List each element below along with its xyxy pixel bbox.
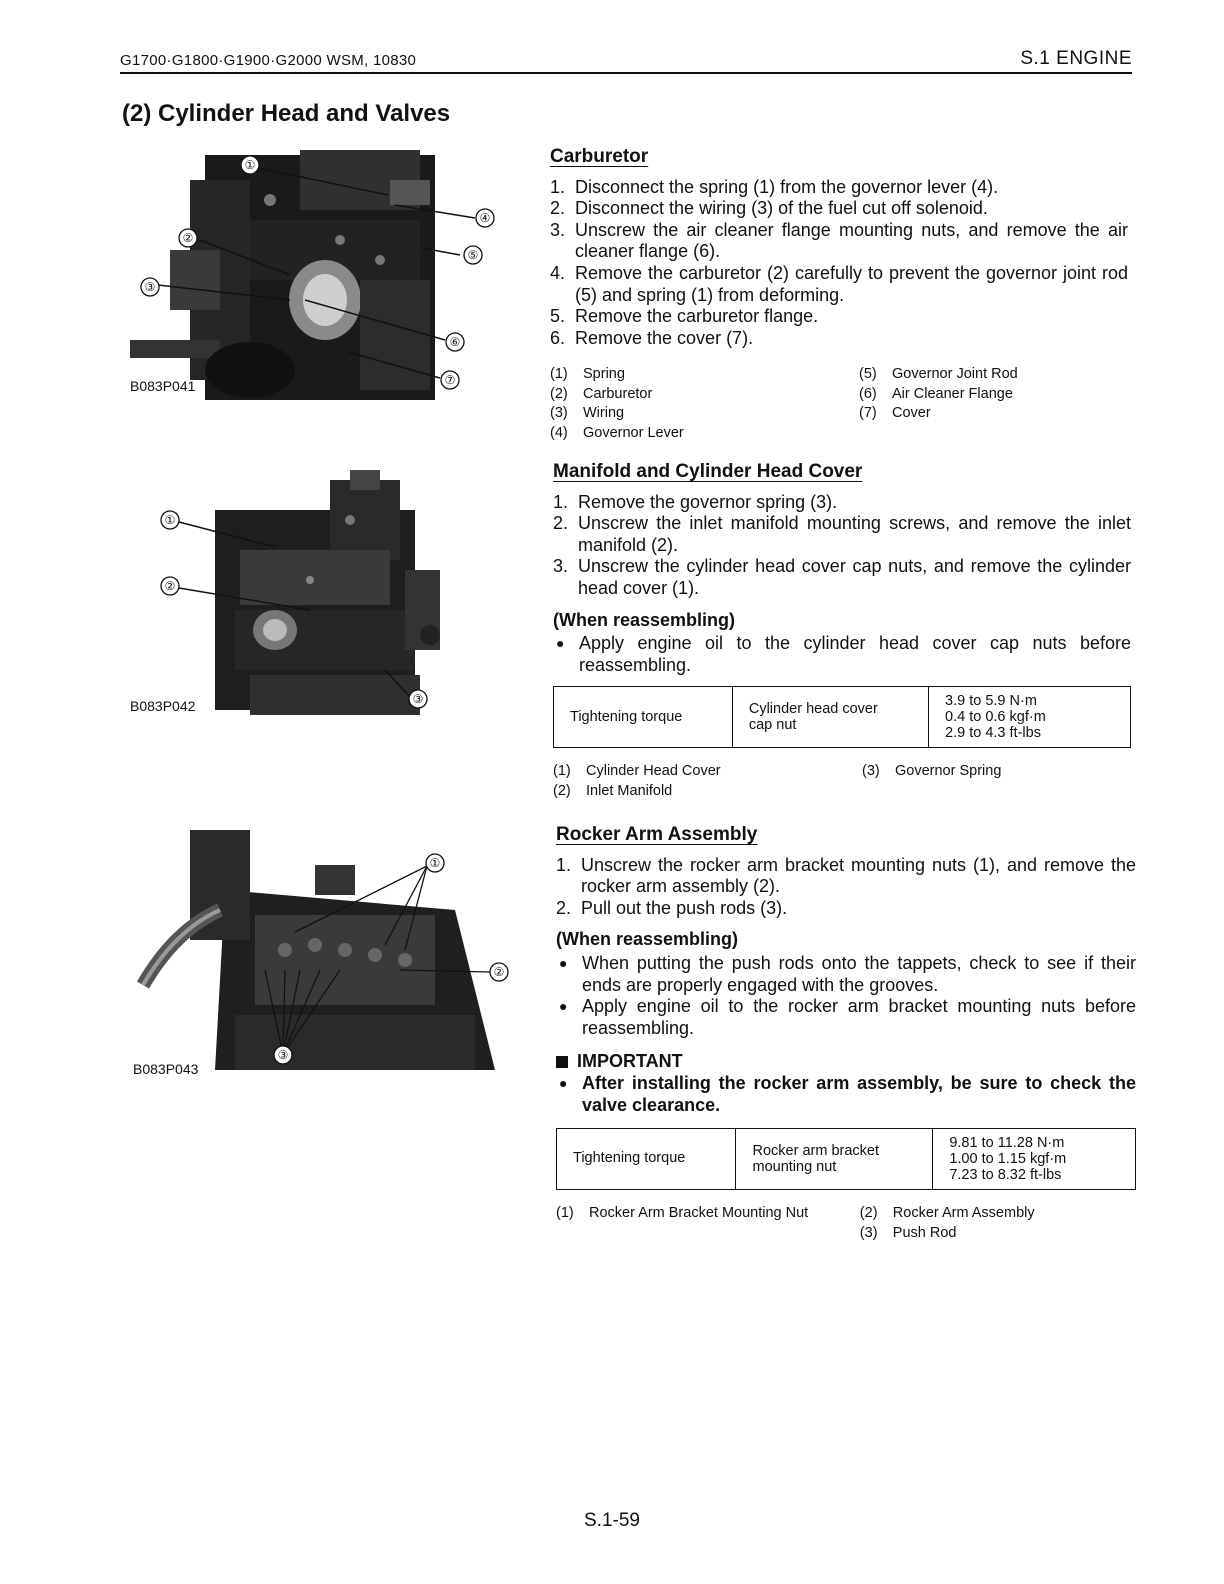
callout-1: ① <box>429 856 441 870</box>
parts-legend <box>550 365 1128 443</box>
legend-item: (3) Wiring <box>550 405 625 422</box>
step-item: 3. Unscrew the air cleaner flange mounting nuts, and remove the air cleaner flange (6). <box>550 219 1128 262</box>
legend-item: (5) Governor Joint Rod <box>859 366 1018 383</box>
torque-label: Tightening torque <box>557 1129 736 1190</box>
step-item: 6. Remove the cover (7). <box>550 327 754 348</box>
bullet-list <box>556 953 1136 1039</box>
reassembling-heading: (When reassembling) <box>556 929 739 950</box>
legend-item: (3) Governor Spring <box>862 763 1002 780</box>
callout-1: ① <box>244 158 256 172</box>
page-number: S.1-59 <box>584 1510 640 1531</box>
bullet-list <box>553 633 1131 676</box>
important-list <box>556 1073 1136 1116</box>
callout-2: ② <box>164 579 176 593</box>
step-item: 3. Unscrew the cylinder head cover cap nuts, and remove the cylinder head cover (1). <box>553 556 1131 598</box>
manual-code: G1700·G1800·G1900·G2000 WSM, 10830 <box>120 52 417 69</box>
figure-id: B083P043 <box>133 1061 199 1077</box>
step-item: 2. Pull out the push rods (3). <box>556 897 788 918</box>
torque-item: Rocker arm bracket mounting nut <box>736 1129 933 1190</box>
page-title: (2) Cylinder Head and Valves <box>122 100 451 127</box>
step-item: 5. Remove the carburetor flange. <box>550 306 819 327</box>
step-list <box>556 855 1136 920</box>
reassembling-heading: (When reassembling) <box>553 609 736 630</box>
parts-legend <box>556 1204 1136 1243</box>
engine-photo-manifold <box>150 460 450 725</box>
figure-id: B083P041 <box>130 378 196 394</box>
callout-5: ⑤ <box>467 248 479 262</box>
step-item: 1. Unscrew the rocker arm bracket mounting nuts (1), and remove the rocker arm assembly (2). <box>556 854 1136 897</box>
parts-legend <box>553 762 1131 801</box>
callout-1: ① <box>164 513 176 527</box>
torque-item: Cylinder head cover cap nut <box>732 687 928 748</box>
section-title: Rocker Arm Assembly <box>556 824 758 845</box>
legend-item: (1) Rocker Arm Bracket Mounting Nut <box>556 1205 809 1222</box>
page-header <box>120 46 1132 74</box>
callout-7: ⑦ <box>444 373 456 387</box>
torque-table <box>553 686 1131 748</box>
bullet-item: ● Apply engine oil to the cylinder head cover cap nuts before reassembling. <box>556 633 1131 675</box>
section-title: Manifold and Cylinder Head Cover <box>553 461 863 482</box>
step-item: 2. Unscrew the inlet manifold mounting screws, and remove the inlet manifold (2). <box>553 513 1131 555</box>
step-item: 4. Remove the carburetor (2) carefully to prevent the governor joint rod (5) and spring (1) from deforming. <box>550 262 1128 305</box>
legend-item: (1) Cylinder Head Cover <box>553 763 721 780</box>
figure-id: B083P042 <box>130 698 196 714</box>
engine-photo-rocker-arm <box>135 820 525 1080</box>
carburetor-section <box>550 146 1128 443</box>
step-item: 1. Remove the governor spring (3). <box>553 491 838 512</box>
step-item: 1. Disconnect the spring (1) from the governor lever (4). <box>550 176 999 197</box>
legend-item: (2) Carburetor <box>550 385 653 402</box>
legend-item: (1) Spring <box>550 366 625 383</box>
important-heading: IMPORTANT <box>556 1051 1136 1073</box>
step-list <box>550 177 1128 350</box>
legend-item: (4) Governor Lever <box>550 424 684 441</box>
bullet-item: ● Apply engine oil to the rocker arm bracket mounting nuts before reassembling. <box>559 996 1136 1038</box>
section-title: Carburetor <box>550 146 649 167</box>
torque-value: 3.9 to 5.9 N·m 0.4 to 0.6 kgf·m 2.9 to 4.3 ft-lbs <box>929 687 1131 748</box>
legend-item: (7) Cover <box>859 405 931 422</box>
legend-item: (3) Push Rod <box>859 1224 957 1241</box>
step-item: 2. Disconnect the wiring (3) of the fuel cut off solenoid. <box>550 198 988 219</box>
step-list <box>553 492 1131 600</box>
bullet-item: ● When putting the push rods onto the tappets, check to see if their ends are properly engaged with the grooves. <box>559 952 1136 995</box>
callout-4: ④ <box>479 211 491 225</box>
legend-item: (6) Air Cleaner Flange <box>859 385 1013 402</box>
callout-2: ② <box>493 965 505 979</box>
legend-item: (2) Rocker Arm Assembly <box>859 1205 1035 1222</box>
callout-6: ⑥ <box>449 335 461 349</box>
torque-table <box>556 1128 1136 1190</box>
callout-3: ③ <box>412 692 424 706</box>
callout-2: ② <box>182 231 194 245</box>
manifold-section <box>553 461 1131 801</box>
torque-value: 9.81 to 11.28 N·m 1.00 to 1.15 kgf·m 7.23 to 8.32 ft-lbs <box>933 1129 1136 1190</box>
torque-label: Tightening torque <box>554 687 733 748</box>
chapter-label: S.1 ENGINE <box>1020 48 1132 69</box>
bullet-item: ● After installing the rocker arm assembly, be sure to check the valve clearance. <box>559 1072 1136 1115</box>
rocker-arm-section <box>556 824 1136 1243</box>
engine-photo-carburetor <box>130 140 520 405</box>
callout-3: ③ <box>277 1048 289 1062</box>
important-square-icon <box>556 1056 568 1068</box>
legend-item: (2) Inlet Manifold <box>553 782 673 799</box>
callout-3: ③ <box>144 280 156 294</box>
